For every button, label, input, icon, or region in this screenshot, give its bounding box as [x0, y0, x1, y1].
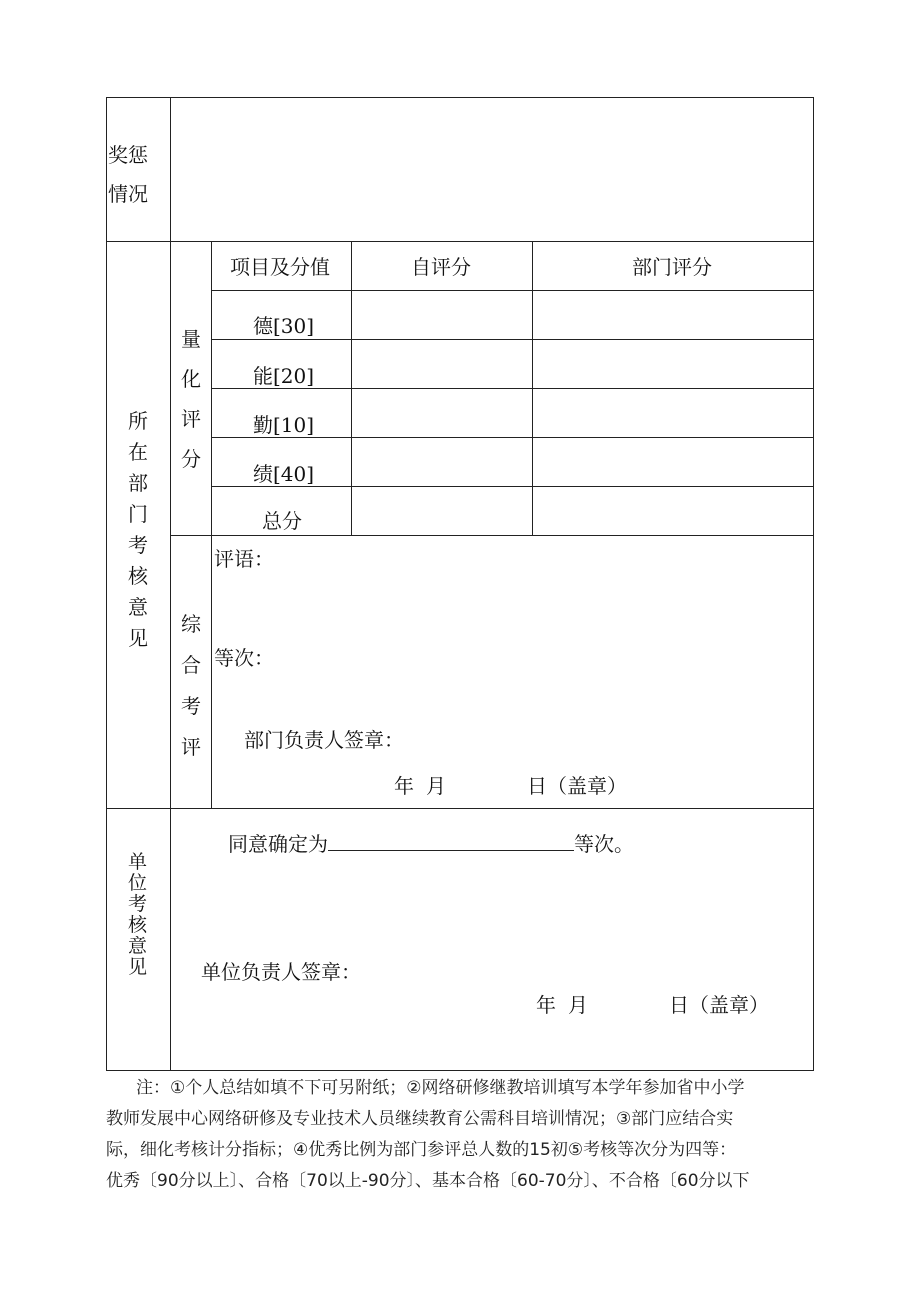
grade-blank-field[interactable]	[328, 832, 574, 851]
row-label-neng: 能[20]	[253, 364, 315, 388]
footnote-line: 际，细化考核计分指标；④优秀比例为部门参评总人数的15初⑤考核等次分为四等：	[106, 1140, 737, 1160]
unit-label-char: 核	[128, 914, 148, 936]
quant-label-char: 化	[181, 367, 201, 391]
summary-label-char: 综	[181, 612, 201, 636]
quant-label-char: 量	[181, 327, 201, 351]
reward-content-area[interactable]	[172, 99, 812, 240]
score-row-divider	[211, 486, 814, 487]
dept-label-char: 见	[128, 626, 148, 650]
header-dept-score: 部门评分	[632, 255, 712, 279]
dept-label-char: 门	[128, 502, 148, 526]
unit-label-char: 位	[128, 872, 148, 894]
summary-label-char: 考	[181, 694, 201, 718]
reward-label-line2: 情况	[108, 182, 148, 206]
row-label-total: 总分	[262, 509, 302, 533]
dept-signature-label: 部门负责人签章：	[244, 728, 404, 752]
dept-score-cell[interactable]	[534, 439, 812, 485]
sub-row-divider	[170, 535, 814, 536]
dept-review-label	[128, 406, 148, 654]
table-border-top	[106, 97, 814, 98]
header-self-score: 自评分	[411, 255, 471, 279]
unit-date-day: 日（盖章）	[669, 993, 769, 1017]
dept-label-char: 所	[128, 409, 148, 433]
dept-score-cell[interactable]	[534, 341, 812, 387]
score-row-divider	[211, 339, 814, 340]
dept-label-char: 在	[128, 440, 148, 464]
dept-date-day: 日（盖章）	[527, 774, 627, 798]
quant-label-char: 评	[181, 407, 201, 431]
sub-column-divider	[211, 241, 212, 808]
row-divider	[106, 241, 814, 242]
self-score-cell[interactable]	[353, 292, 531, 338]
self-score-cell[interactable]	[353, 439, 531, 485]
table-border-right	[813, 97, 814, 1071]
unit-agree-line	[228, 832, 634, 854]
unit-label-char: 单	[128, 851, 148, 873]
table-border-bottom	[106, 1070, 814, 1071]
agree-suffix: 等次。	[574, 832, 634, 856]
dept-label-char: 意	[128, 595, 148, 619]
reward-label-line1: 奖惩	[108, 143, 148, 167]
dept-score-cell[interactable]	[534, 488, 812, 534]
dept-label-char: 核	[128, 564, 148, 588]
unit-label-char: 意	[128, 935, 148, 957]
dept-date-year: 年	[394, 774, 414, 798]
dept-score-cell[interactable]	[534, 292, 812, 338]
agree-prefix: 同意确定为	[228, 832, 328, 856]
quant-score-label	[181, 319, 201, 479]
comment-label: 评语：	[214, 547, 274, 571]
row-label-ji: 绩[40]	[253, 462, 315, 486]
footnote	[106, 1073, 806, 1197]
footnote-line: 教师发展中心网络研修及专业技术人员继续教育公需科目培训情况；③部门应结合实	[106, 1109, 734, 1129]
unit-label-char: 见	[128, 956, 148, 978]
summary-label-char: 合	[181, 653, 201, 677]
self-score-cell[interactable]	[353, 390, 531, 436]
unit-date-month: 月	[568, 993, 588, 1017]
table-border-left	[106, 97, 107, 1071]
summary-label-char: 评	[181, 735, 201, 759]
row-divider	[106, 808, 814, 809]
footnote-line: 优秀〔90分以上〕、合格〔70以上-90分〕、基本合格〔60-70分〕、不合格〔60分以下	[106, 1171, 750, 1191]
dept-score-cell[interactable]	[534, 390, 812, 436]
unit-label-char: 考	[128, 893, 148, 915]
dept-label-char: 部	[128, 471, 148, 495]
score-row-divider	[211, 388, 814, 389]
dept-label-char: 考	[128, 533, 148, 557]
unit-review-label	[128, 852, 147, 978]
header-item: 项目及分值	[230, 255, 330, 279]
self-score-cell[interactable]	[353, 488, 531, 534]
self-score-cell[interactable]	[353, 341, 531, 387]
summary-eval-label	[181, 604, 201, 768]
unit-date-year: 年	[536, 993, 556, 1017]
dept-date-month: 月	[426, 774, 446, 798]
score-row-divider	[211, 290, 814, 291]
row-label-de: 德[30]	[253, 314, 315, 338]
column-divider	[170, 97, 171, 1071]
footnote-line: 注：①个人总结如填不下可另附纸；②网络研修继教培训填写本学年参加省中小学	[136, 1078, 745, 1098]
row-label-qin: 勤[10]	[253, 413, 315, 437]
score-row-divider	[211, 437, 814, 438]
grade-label: 等次：	[214, 646, 274, 670]
unit-signature-label: 单位负责人签章：	[201, 960, 361, 984]
quant-label-char: 分	[181, 447, 201, 471]
